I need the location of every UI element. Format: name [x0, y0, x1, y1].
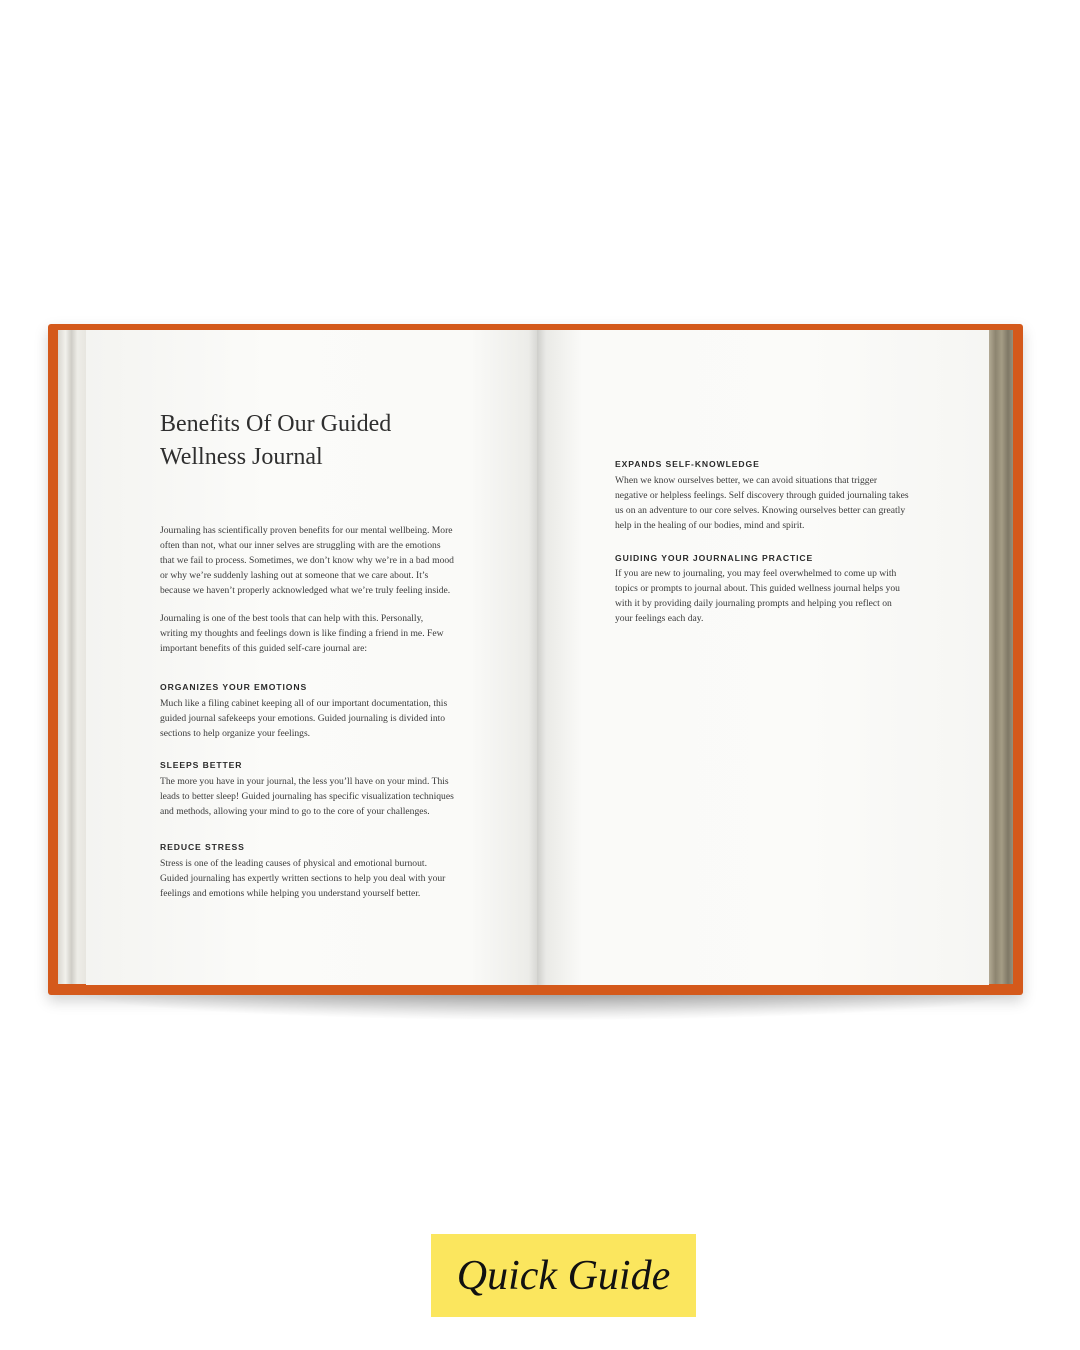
page-title	[160, 408, 480, 474]
text-line: important benefits of this guided self-care journal are:	[160, 643, 367, 654]
text-line: Journaling is one of the best tools that can help with this. Personally,	[160, 613, 424, 624]
right-page	[537, 330, 989, 985]
text-line: When we know ourselves better, we can avoid situations that trigger	[615, 475, 878, 486]
text-line: writing my thoughts and feelings down is like finding a friend in me. Few	[160, 628, 444, 639]
text-line: If you are new to journaling, you may feel overwhelmed to come up with	[615, 568, 897, 579]
text-line: leads to better sleep! Guided journaling has specific visualization techniques	[160, 791, 454, 802]
section-body-self-knowledge	[615, 473, 925, 533]
intro-paragraph-1	[160, 523, 470, 598]
quick-guide-label: Quick Guide	[456, 1252, 671, 1299]
quick-guide-badge	[431, 1234, 696, 1317]
section-heading-stress: REDUCE STRESS	[160, 842, 245, 852]
intro-paragraph-2	[160, 611, 470, 656]
text-line: with it by providing daily journaling prompts and helping you reflect on	[615, 598, 892, 609]
text-line: Journaling has scientifically proven benefits for our mental wellbeing. More	[160, 525, 453, 536]
text-line: guided journal safekeeps your emotions. Guided journaling is divided into	[160, 713, 446, 724]
text-line: that we fail to process. Sometimes, we don’t know why we’re in a bad mood	[160, 555, 454, 566]
text-line: sections to help organize your feelings.	[160, 728, 311, 739]
right-page-edges	[988, 330, 1013, 984]
text-line: The more you have in your journal, the less you’ll have on your mind. This	[160, 776, 449, 787]
left-page-edges	[58, 330, 88, 984]
section-body-stress	[160, 856, 470, 901]
text-line: us on an adventure to our core selves. Knowing ourselves better can greatly	[615, 505, 906, 516]
section-body-guiding	[615, 566, 925, 626]
page-title-line: Benefits Of Our Guided	[160, 411, 392, 437]
section-heading-self-knowledge: EXPANDS SELF-KNOWLEDGE	[615, 459, 760, 469]
section-heading-guiding: GUIDING YOUR JOURNALING PRACTICE	[615, 553, 814, 563]
text-line: Much like a filing cabinet keeping all of our important documentation, this	[160, 698, 448, 709]
text-line: your feelings each day.	[615, 613, 704, 624]
text-line: help in the healing of our bodies, mind and spirit.	[615, 520, 805, 531]
section-heading-sleeps: SLEEPS BETTER	[160, 760, 243, 770]
section-heading-organizes: ORGANIZES YOUR EMOTIONS	[160, 682, 308, 692]
text-line: feelings and emotions while helping you understand yourself better.	[160, 888, 421, 899]
text-line: or why we’re suddenly lashing out at someone that we care about. It’s	[160, 570, 429, 581]
text-line: negative or helpless feelings. Self discovery through guided journaling takes	[615, 490, 909, 501]
page-title-line: Wellness Journal	[160, 444, 323, 470]
section-body-sleeps	[160, 774, 470, 819]
text-line: often than not, what our inner selves are struggling with are the emotions	[160, 540, 441, 551]
text-line: Guided journaling has expertly written sections to help you deal with your	[160, 873, 446, 884]
book-spine-gutter	[528, 330, 546, 985]
section-body-organizes	[160, 696, 470, 741]
text-line: because we haven’t properly acknowledged what we’re truly feeling inside.	[160, 585, 451, 596]
text-line: and methods, allowing your mind to go to the core of your challenges.	[160, 806, 430, 817]
text-line: topics or prompts to journal about. This guided wellness journal helps you	[615, 583, 900, 594]
text-line: Stress is one of the leading causes of physical and emotional burnout.	[160, 858, 427, 869]
